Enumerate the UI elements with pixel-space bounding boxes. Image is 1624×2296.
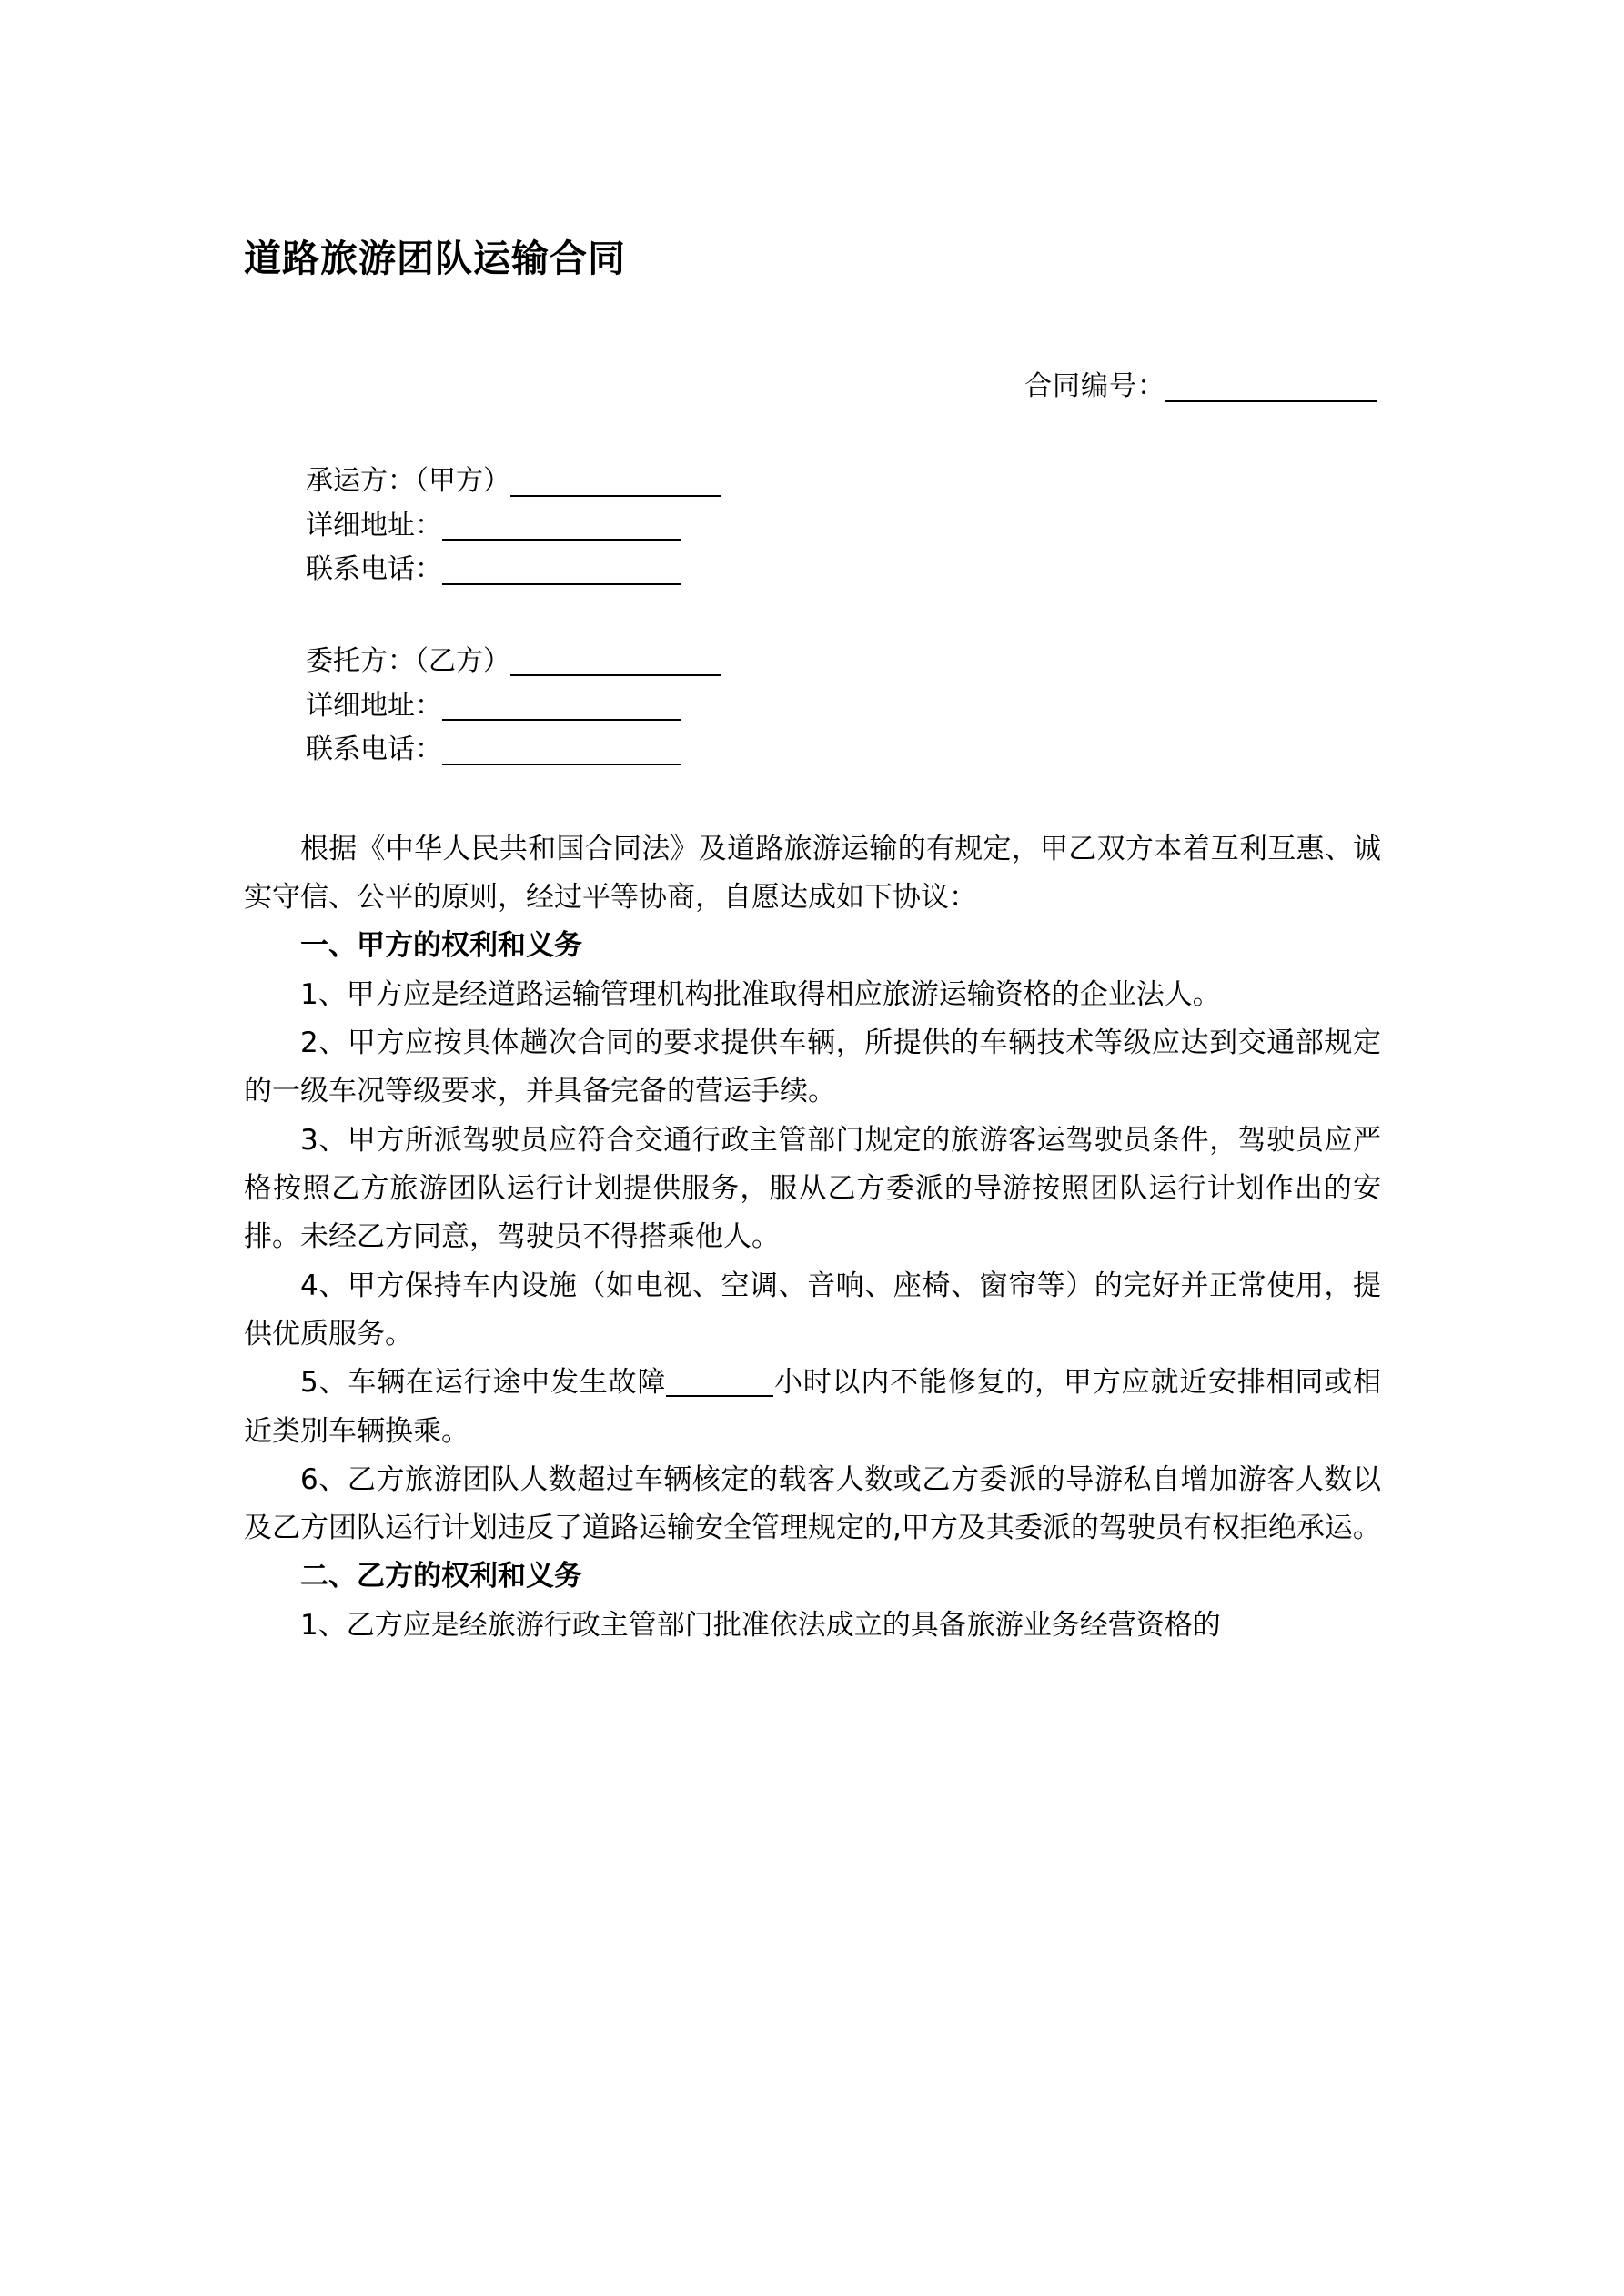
carrier-name-blank[interactable] <box>510 465 721 497</box>
carrier-address-label: 详细地址： <box>306 509 442 541</box>
section-1-item-1: 1、甲方应是经道路运输管理机构批准取得相应旅游运输资格的企业法人。 <box>300 977 1221 1011</box>
contract-number-label: 合同编号： <box>1024 370 1165 403</box>
section-2-heading: 二、乙方的权利和义务 <box>300 1560 582 1593</box>
carrier-address-line <box>306 504 1381 549</box>
carrier-phone-label: 联系电话： <box>306 553 442 586</box>
document-body <box>244 825 1381 1650</box>
client-address-blank[interactable] <box>442 689 681 721</box>
contract-number-blank[interactable] <box>1165 370 1377 402</box>
item-5-hours-blank[interactable] <box>666 1367 773 1397</box>
preamble-line-1: 根据《中华人民共和国合同法》及道路旅游运输的有规定，甲乙双方本着互 <box>300 832 1239 865</box>
document-content <box>244 0 1381 1650</box>
client-name-label: 委托方：（乙方） <box>306 644 510 677</box>
section-1-item-3: 3、甲方所派驾驶员应符合交通行政主管部门规定的旅游客运驾驶员条件，驾驶员应严格按照乙方旅游团队运行计划提供服务，服从乙方委派的导游按照团队运行计划作出的安排。未经乙方同意，驾驶员不得搭乘他人。 <box>244 1123 1381 1254</box>
client-phone-line <box>306 728 1381 773</box>
client-address-line <box>306 684 1381 729</box>
page-title: 道路旅游团队运输合同 <box>244 237 626 280</box>
carrier-name-line <box>306 460 1381 504</box>
party-block <box>244 460 1381 773</box>
item-5-text-b: 小时以内不能修复的，甲方应就近安排相同或相近类别车辆换乘。 <box>244 1366 1381 1448</box>
client-name-blank[interactable] <box>510 644 721 676</box>
section-1-item-6: 6、乙方旅游团队人数超过车辆核定的载客人数或乙方委派的导游私自增加游客人数以及乙方团队运行计划违反了道路运输安全管理规定的,甲方及其委派的驾驶员有权拒绝承运。 <box>244 1462 1381 1545</box>
client-address-label: 详细地址： <box>306 689 442 722</box>
contract-number-row <box>244 363 1381 403</box>
section-1-item-2: 2、甲方应按具体趟次合同的要求提供车辆，所提供的车辆技术等级应达到交通部规定的一级车况等级要求，并具备完备的营运手续。 <box>244 1027 1381 1108</box>
carrier-name-label: 承运方：（甲方） <box>306 465 510 498</box>
item-5-text-a: 5、车辆在运行途中发生故障 <box>300 1366 667 1400</box>
carrier-address-blank[interactable] <box>442 509 681 541</box>
party-spacer <box>306 592 1381 640</box>
preamble-paragraph <box>244 825 1381 923</box>
section-1-item-4: 4、甲方保持车内设施（如电视、空调、音响、座椅、窗帘等）的完好并正常使用，提供优质服务。 <box>244 1269 1381 1350</box>
section-2-item-1: 1、乙方应是经旅游行政主管部门批准依法成立的具备旅游业务经营资格的 <box>300 1608 1221 1642</box>
section-1-heading: 一、甲方的权利和义务 <box>300 929 582 963</box>
client-phone-blank[interactable] <box>442 733 681 765</box>
section-1-item-5 <box>244 1359 1381 1456</box>
carrier-phone-line <box>306 548 1381 592</box>
client-phone-label: 联系电话： <box>306 733 442 766</box>
preamble-line-2: 利互惠、诚实守信、公平的原则，经过平等协商，自愿达成如下协议： <box>244 832 1382 915</box>
carrier-phone-blank[interactable] <box>442 553 681 585</box>
client-name-line <box>306 640 1381 684</box>
